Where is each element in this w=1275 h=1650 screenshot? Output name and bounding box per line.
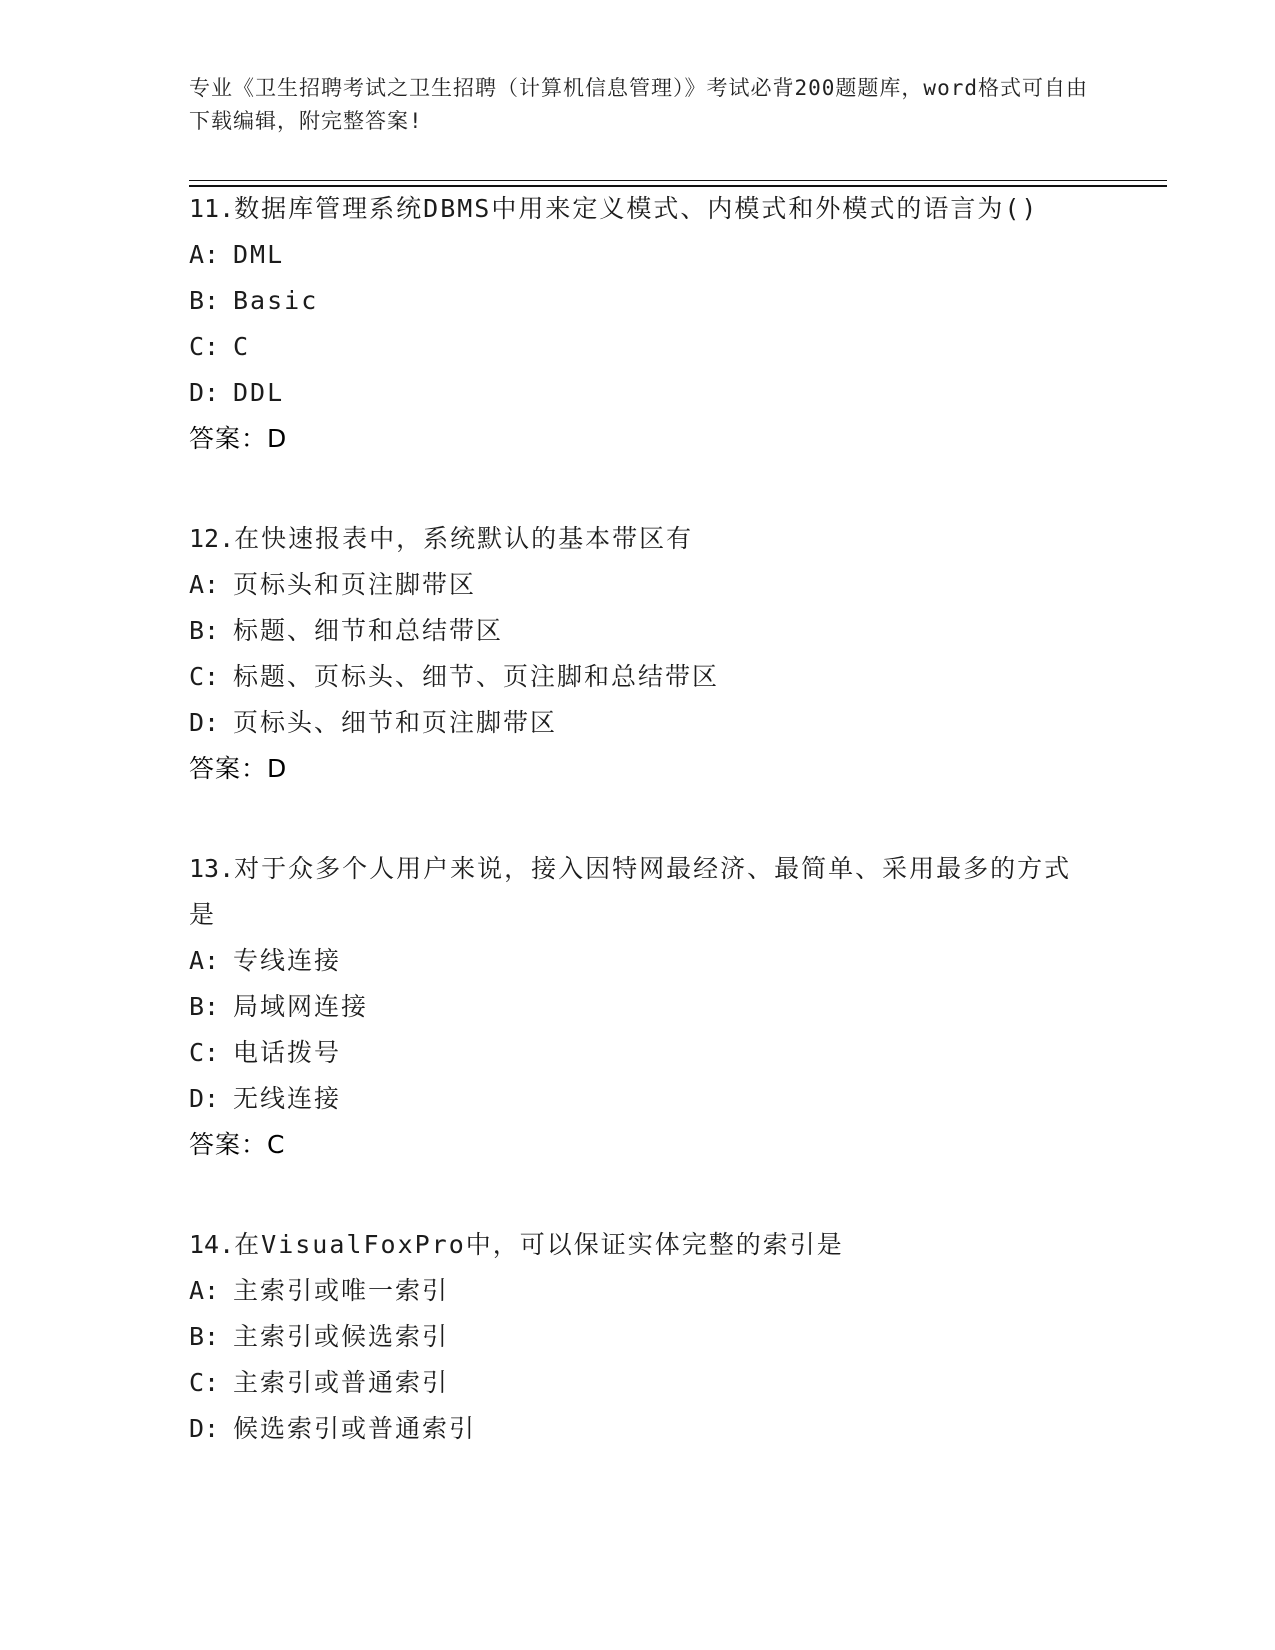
option-text: 局域网连接	[233, 992, 369, 1021]
option-text: 页标头、细节和页注脚带区	[233, 708, 558, 737]
option-text: C	[233, 332, 251, 361]
question-12	[189, 516, 1089, 792]
option-key: A:	[189, 240, 220, 269]
option-key: C:	[189, 662, 220, 691]
option-c	[189, 1360, 1089, 1406]
question-number: 13.	[189, 854, 235, 883]
question-number: 14.	[189, 1230, 235, 1259]
question-number: 12.	[189, 524, 235, 553]
question-text	[189, 1222, 1089, 1268]
option-text: 候选索引或普通索引	[233, 1414, 477, 1443]
answer-line: 答案：D	[189, 754, 288, 783]
option-text: 专线连接	[233, 946, 342, 975]
option-text: DML	[233, 240, 285, 269]
question-stem: 对于众多个人用户来说，接入因特网最经济、最简单、采用最多的方式是	[189, 854, 1072, 929]
question-11	[189, 186, 1089, 462]
option-key: D:	[189, 1414, 220, 1443]
option-key: C:	[189, 332, 220, 361]
option-text: 标题、细节和总结带区	[233, 616, 504, 645]
option-b	[189, 1314, 1089, 1360]
option-text: DDL	[233, 378, 285, 407]
question-stem: 数据库管理系统DBMS中用来定义模式、内模式和外模式的语言为()	[234, 194, 1039, 223]
option-c	[189, 1030, 1089, 1076]
option-text: 页标头和页注脚带区	[233, 570, 477, 599]
option-key: B:	[189, 616, 220, 645]
option-text: Basic	[233, 286, 319, 315]
header-divider-thin	[189, 180, 1167, 181]
answer-line: 答案：C	[189, 1130, 286, 1159]
option-text: 电话拨号	[233, 1038, 342, 1067]
question-number: 11.	[189, 194, 235, 223]
question-14	[189, 1222, 1089, 1452]
option-a	[189, 1268, 1089, 1314]
question-text	[189, 516, 1089, 562]
option-key: B:	[189, 286, 220, 315]
option-text: 标题、页标头、细节、页注脚和总结带区	[233, 662, 720, 691]
option-d	[189, 700, 1089, 746]
option-key: B:	[189, 1322, 220, 1351]
option-text: 主索引或普通索引	[233, 1368, 450, 1397]
document-header: 专业《卫生招聘考试之卫生招聘（计算机信息管理）》考试必背200题题库，word格式可自由下载编辑，附完整答案!	[189, 76, 1088, 133]
answer-line: 答案：D	[189, 424, 288, 453]
option-text: 主索引或唯一索引	[233, 1276, 450, 1305]
question-list	[189, 186, 1089, 1506]
question-stem: 在VisualFoxPro中，可以保证实体完整的索引是	[234, 1230, 844, 1259]
option-a	[189, 938, 1089, 984]
option-b	[189, 984, 1089, 1030]
option-text: 主索引或候选索引	[233, 1322, 450, 1351]
question-13	[189, 846, 1089, 1168]
option-key: A:	[189, 570, 220, 599]
option-key: D:	[189, 708, 220, 737]
option-c	[189, 654, 1089, 700]
option-d	[189, 1076, 1089, 1122]
option-key: B:	[189, 992, 220, 1021]
option-a	[189, 232, 1089, 278]
option-b	[189, 608, 1089, 654]
option-key: D:	[189, 378, 220, 407]
option-a	[189, 562, 1089, 608]
option-d	[189, 1406, 1089, 1452]
option-key: C:	[189, 1038, 220, 1067]
option-key: A:	[189, 946, 220, 975]
question-stem: 在快速报表中，系统默认的基本带区有	[234, 524, 694, 553]
option-text: 无线连接	[233, 1084, 342, 1113]
option-key: C:	[189, 1368, 220, 1397]
option-key: A:	[189, 1276, 220, 1305]
option-d	[189, 370, 1089, 416]
question-text	[189, 186, 1089, 232]
question-text	[189, 846, 1089, 938]
option-key: D:	[189, 1084, 220, 1113]
option-b	[189, 278, 1089, 324]
option-c	[189, 324, 1089, 370]
